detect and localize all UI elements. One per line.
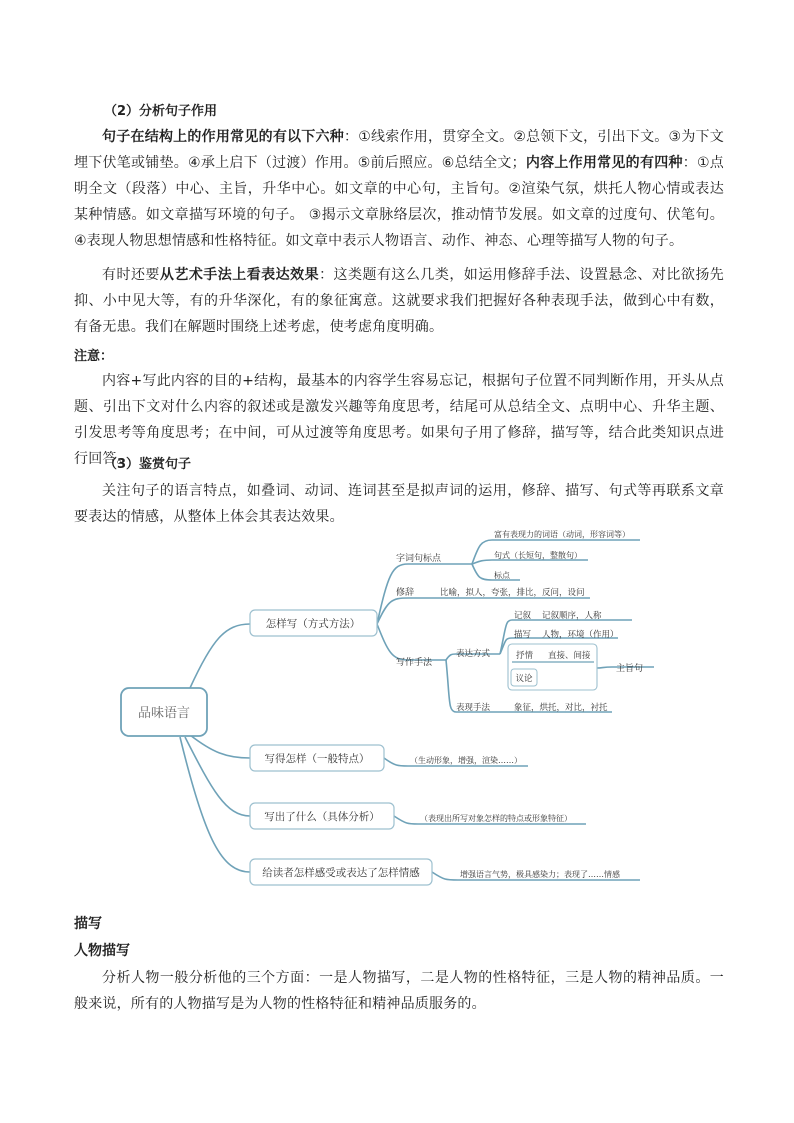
mindmap-zici-leaf-1: 富有表现力的词语（动词，形容词等） <box>494 530 630 539</box>
mindmap-biaoxian-detail: 象征，烘托，对比，衬托 <box>514 703 608 713</box>
mindmap-biaoxian-label: 表现手法 <box>456 703 491 713</box>
mindmap-zici-leaf-3: 标点 <box>494 571 510 580</box>
section-heading-description: 描写 <box>74 916 102 932</box>
section-heading-character: 人物描写 <box>74 943 130 959</box>
mindmap-miaoxie-label: 描写 <box>514 630 532 640</box>
mindmap-shuqing-label: 抒情 <box>516 651 534 661</box>
mindmap-root-label: 品味语言 <box>137 706 191 721</box>
mindmap-branch-feeling-detail: 增强语言气势，极具感染力；表现了……情感 <box>460 870 620 879</box>
text-art-technique: ：这类题有这么几类，如运用修辞手法、设置悬念、对比欲扬先抑、小中见大等，有的升华深化，有的象征寓意。这就要求我们把握好各种表现手法，做到心中有数，有备无患。我们在解题时围绕上述考虑，使考虑角度明确。 <box>74 267 724 335</box>
mindmap-zici-label: 字词句标点 <box>396 554 442 564</box>
mindmap-branch-feeling-label: 给读者怎样感受或表达了怎样情感 <box>262 867 420 879</box>
bold-structure-functions: 句子在结构上的作用常见的有以下六种 <box>102 129 345 145</box>
mindmap-miaoxie-detail: 人物，环境（作用） <box>542 630 619 640</box>
mindmap-yilun-label: 议论 <box>515 674 533 684</box>
mindmap-branch-quality-label: 写得怎样（一般特点） <box>264 753 370 765</box>
mindmap-jixu-detail: 记叙顺序，人称 <box>542 611 602 621</box>
mindmap-biaoda-label: 表达方式 <box>456 649 491 659</box>
text-content-functions: ：①点明全文（段落）中心、主旨，升华中心。如文章的中心句，主旨句。②渲染气氛，烘托人物心情或表达某种情感。如文章描写环境的句子。 ③揭示文章脉络层次，推动情节发展。如文章的过度句、伏笔句。④表现人物思想情感和性格特征。如文章中表示人物语言、动作、神态、心理等描写人物的句子。 <box>74 155 724 249</box>
text-art-intro: 有时还要 <box>102 267 160 283</box>
mindmap-xiuci-list: 比喻，拟人，夸张，排比，反问，设问 <box>440 588 585 598</box>
mindmap-branch-quality-detail: （生动形象，增强，渲染……） <box>410 756 522 765</box>
paragraph-appreciate: 关注句子的语言特点，如叠词、动词、连词甚至是拟声词的运用，修辞、描写、句式等再联系文章要表达的情感，从整体上体会其表达效果。 <box>74 483 724 525</box>
mindmap-jixu-label: 记叙 <box>514 611 532 621</box>
mindmap-xiuci-label: 修辞 <box>396 588 415 598</box>
mindmap-xiezuo-label: 写作手法 <box>396 658 433 668</box>
mindmap-zici-leaf-2: 句式（长短句，整散句） <box>494 551 582 560</box>
section-heading-analyze: （2）分析句子作用 <box>104 104 218 119</box>
section-heading-appreciate: （3）鉴赏句子 <box>104 457 192 472</box>
paragraph-character: 分析人物一般分析他的三个方面：一是人物描写，二是人物的性格特征，三是人物的精神品质。一般来说，所有的人物描写是为人物的性格特征和精神品质服务的。 <box>74 970 724 1012</box>
bold-art-technique: 从艺术手法上看表达效果 <box>159 267 320 283</box>
mindmap-branch-how-label: 怎样写（方式方法） <box>265 618 361 630</box>
bold-content-functions: 内容上作用常见的有四种 <box>525 155 683 171</box>
mindmap-branch-what-detail: （表现出所写对象怎样的特点或形象特征） <box>420 814 572 823</box>
note-label: 注意： <box>74 349 114 364</box>
paragraph-note: 内容+写此内容的目的+结构，最基本的内容学生容易忘记，根据句子位置不同判断作用，开头从点题、引出下文对什么内容的叙述或是激发兴趣等角度思考，结尾可从总结全文、点明中心、升华主题、引发思考等角度思考；在中间，可从过渡等角度思考。如果句子用了修辞，描写等，结合此类知识点进行回答。 <box>74 373 724 467</box>
mindmap-branch-what-label: 写出了什么（具体分析） <box>264 811 380 823</box>
mindmap-zhuzhi-label: 主旨句 <box>616 664 644 674</box>
text-structure-functions: ：①线索作用，贯穿全文。②总领下文，引出下文。③为下文埋下伏笔或铺垫。④承上启下（过渡）作用。⑤前后照应。⑥总结全文； <box>74 129 724 171</box>
mindmap-shuqing-detail: 直接、间接 <box>548 651 591 661</box>
